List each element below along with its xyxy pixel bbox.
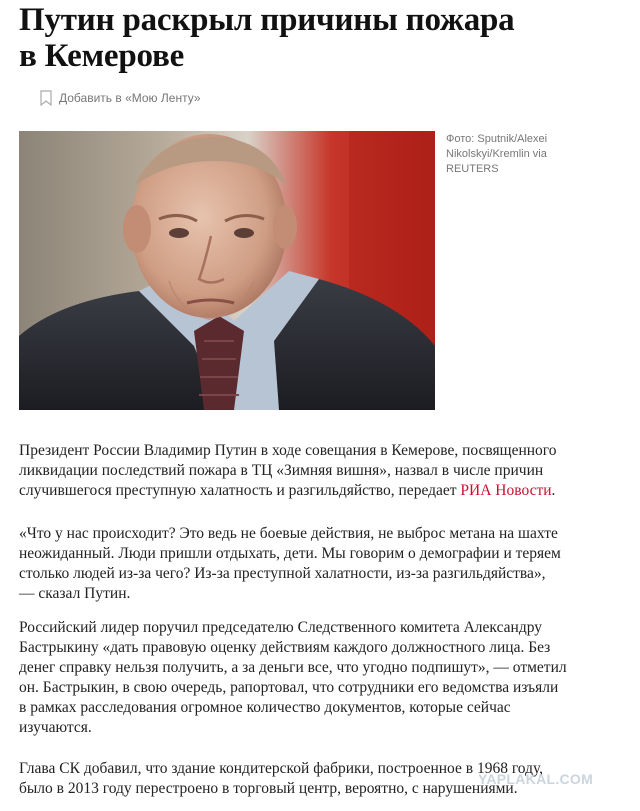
paragraph-line [19,481,631,501]
add-to-feed-button[interactable] [40,88,201,108]
photo-credit-line: Nikolskyi/Kremlin via [446,148,547,160]
photo-credit [446,132,626,177]
paragraph-line: Российский лидер поручил председателю Следственного комитета Александру [19,619,542,636]
photo-credit-line: Фото: Sputnik/Alexei [446,133,548,145]
paragraph-line: — сказал Путин. [19,585,131,602]
paragraph-line: «Что у нас происходит? Это ведь не боевые действия, не выброс метана на шахте [19,525,558,542]
photo-credit-line: REUTERS [446,163,499,175]
title-line-1: Путин раскрыл причины пожара [19,2,515,38]
article-title [19,2,619,74]
paragraph-line: Президент России Владимир Путин в ходе совещания в Кемерове, посвященного [19,442,557,459]
paragraph-line: Глава СК добавил, что здание кондитерской фабрики, построенное в 1968 году, [19,760,544,777]
ria-novosti-link[interactable]: РИА Новости [460,482,552,499]
paragraph-line: было в 2013 году перестроено в торговый центр, вероятно, с нарушениями. [19,780,518,797]
paragraph-line: изучаются. [19,719,92,736]
paragraph-line: денег справку нельзя получить, а за деньги все, что угодно подпишут», — отметил [19,659,567,676]
paragraph-line: столько людей из-за чего? Из-за преступной халатности, из-за разгильдяйства», [19,565,546,582]
paragraph-2 [19,524,631,604]
add-to-feed-label: Добавить в «Мою Ленту» [59,91,201,105]
paragraph-3 [19,618,631,738]
paragraph-line: ликвидации последствий пожара в ТЦ «Зимняя вишня», назвал в числе причин [19,462,544,479]
paragraph-line-end: . [551,482,556,499]
paragraph-line: неожиданный. Люди пришли отдыхать, дети. Мы говорим о демографии и теряем [19,545,561,562]
paragraph-line: в рамках расследования огромное количество документов, которые сейчас [19,699,511,716]
bookmark-icon [40,90,52,106]
paragraph-1 [19,441,631,501]
paragraph-line: он. Бастрыкин, в свою очередь, рапортовал, что сотрудники его ведомства изъяли [19,679,559,696]
article-photo [19,131,435,410]
watermark: YAPLAKAL.COM [478,771,594,787]
paragraph-line: Бастрыкину «дать правовую оценку действиям каждого должностного лица. Без [19,639,551,656]
paragraph-line-text: случившегося преступную халатность и разгильдяйство, передает [19,482,461,499]
portrait-photo-icon [19,131,435,410]
title-line-2: в Кемерове [19,38,185,74]
